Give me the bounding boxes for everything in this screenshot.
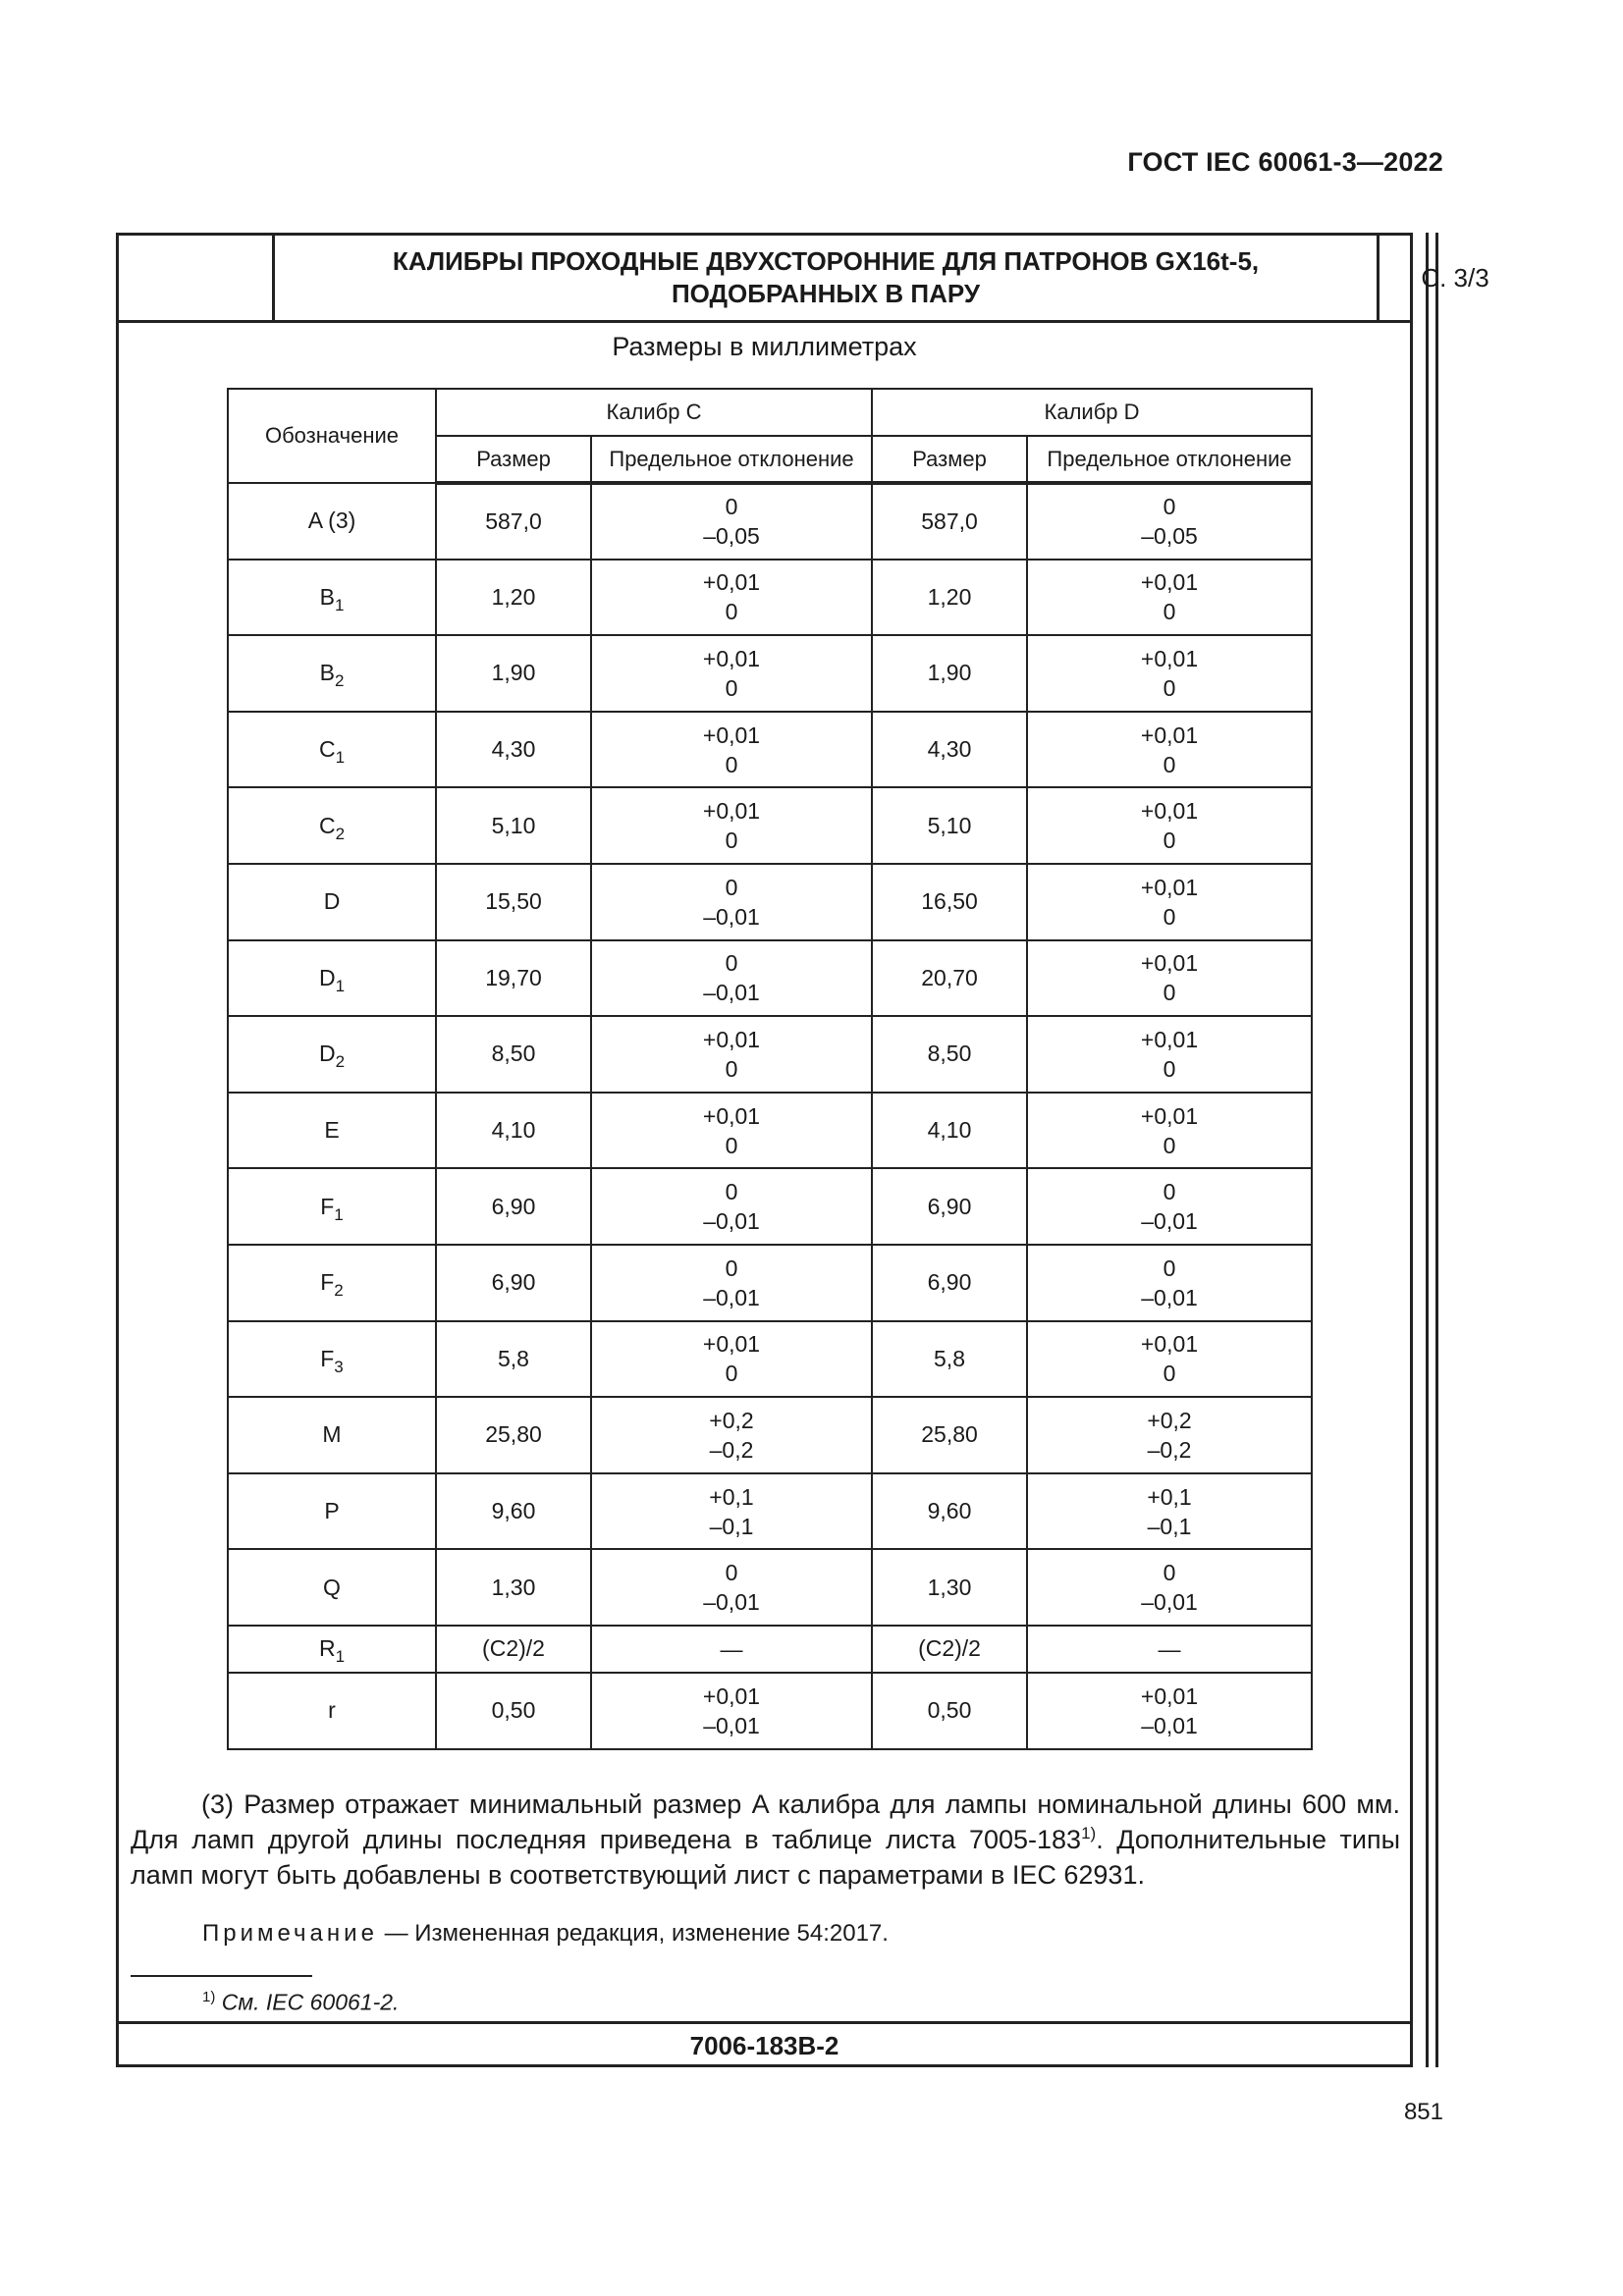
gauge-c-size-cell: 1,30: [436, 1549, 591, 1626]
lower-deviation: 0: [1163, 828, 1176, 854]
designation-cell: [228, 1168, 436, 1245]
gauge-d-deviation-cell: [1027, 1016, 1312, 1093]
upper-deviation: +0,2: [1147, 1407, 1192, 1433]
gauge-c-size-cell: 15,50: [436, 864, 591, 940]
designation-header: Обозначение: [228, 389, 436, 483]
upper-deviation: 0: [1163, 494, 1176, 520]
gauge-d-deviation-cell: [1027, 1473, 1312, 1550]
gauge-c-deviation-cell: [591, 1093, 872, 1169]
footnote-ref-mark: 1): [1081, 1824, 1097, 1842]
designation-symbol: r: [328, 1697, 336, 1724]
lower-deviation: –0,01: [703, 1208, 760, 1235]
lower-deviation: 0: [725, 1055, 738, 1082]
lower-deviation: –0,01: [703, 980, 760, 1006]
gauge-c-deviation-cell: [591, 483, 872, 560]
gauge-d-deviation-cell: [1027, 1626, 1312, 1673]
lower-deviation: 0: [1163, 1361, 1176, 1387]
lower-deviation: –0,01: [703, 1712, 760, 1738]
designation-subscript: 1: [334, 1204, 344, 1224]
table-row: [228, 940, 1312, 1017]
gauge-c-deviation-cell: [591, 864, 872, 940]
designation-cell: [228, 712, 436, 788]
title-row: [119, 236, 1489, 323]
gauge-d-size-cell: 5,8: [872, 1321, 1027, 1398]
lower-deviation: –0,01: [703, 1284, 760, 1310]
d-deviation-header: Предельное отклонение: [1027, 436, 1312, 483]
upper-deviation: +0,01: [1140, 874, 1199, 900]
designation-symbol: D: [323, 888, 341, 915]
designation-symbol: C: [318, 812, 336, 838]
lower-deviation: 0: [1163, 1132, 1176, 1158]
gauge-d-deviation-cell: [1027, 483, 1312, 560]
footnote-paragraph: [131, 1787, 1400, 1893]
gauge-d-deviation-cell: [1027, 1093, 1312, 1169]
gauge-d-deviation-cell: [1027, 635, 1312, 712]
upper-deviation: 0: [1163, 1255, 1176, 1281]
upper-deviation: +0,01: [1140, 645, 1199, 671]
gauge-c-size-cell: 25,80: [436, 1397, 591, 1473]
designation-subscript: 1: [335, 1647, 346, 1667]
gauge-d-size-cell: 1,90: [872, 635, 1027, 712]
note-line: [202, 1920, 889, 1948]
designation-subscript: 1: [335, 976, 346, 995]
designation-symbol: D: [318, 964, 336, 990]
lower-deviation: –0,05: [703, 523, 760, 550]
gauge-c-deviation-cell: [591, 1321, 872, 1398]
gauge-d-deviation-cell: [1027, 1321, 1312, 1398]
note-text: — Измененная редакция, изменение 54:2017.: [377, 1920, 889, 1947]
table-row: [228, 1397, 1312, 1473]
upper-deviation: +0,01: [702, 645, 761, 671]
designation-cell: [228, 864, 436, 940]
gauge-d-deviation-cell: [1027, 1245, 1312, 1321]
designation-cell: [228, 1473, 436, 1550]
c-deviation-header: Предельное отклонение: [591, 436, 872, 483]
upper-deviation: +0,01: [1140, 1682, 1199, 1709]
lower-deviation: –0,1: [1147, 1513, 1192, 1539]
designation-symbol: A (3): [307, 507, 356, 534]
lower-deviation: 0: [725, 1132, 738, 1158]
table-row: [228, 560, 1312, 636]
gauge-d-size-cell: 6,90: [872, 1245, 1027, 1321]
gauge-c-deviation-cell: [591, 712, 872, 788]
gauge-d-size-cell: 4,10: [872, 1093, 1027, 1169]
gauge-dimensions-table: [227, 388, 1313, 1750]
upper-deviation: 0: [725, 494, 738, 520]
designation-symbol: F: [320, 1269, 335, 1296]
designation-subscript: 1: [334, 595, 345, 614]
designation-cell: [228, 940, 436, 1017]
lower-deviation: –0,01: [1141, 1284, 1198, 1310]
frame-double-rule: [1426, 233, 1429, 2067]
gauge-c-deviation-cell: [591, 1245, 872, 1321]
designation-subscript: 1: [335, 748, 346, 768]
designation-cell: [228, 635, 436, 712]
designation-symbol: M: [322, 1421, 342, 1448]
gauge-d-deviation-cell: [1027, 1549, 1312, 1626]
designation-subscript: 3: [334, 1357, 344, 1376]
table-row: [228, 712, 1312, 788]
table-row: [228, 1168, 1312, 1245]
gauge-c-size-cell: 4,10: [436, 1093, 591, 1169]
lower-deviation: 0: [725, 599, 738, 625]
upper-deviation: +0,01: [702, 1102, 761, 1129]
lower-deviation: –0,2: [709, 1436, 754, 1463]
designation-subscript: 2: [334, 671, 345, 691]
gauge-c-deviation-cell: [591, 940, 872, 1017]
gauge-d-size-cell: 6,90: [872, 1168, 1027, 1245]
gauge-d-deviation-cell: [1027, 864, 1312, 940]
upper-deviation: +0,1: [709, 1483, 754, 1510]
gauge-c-deviation-cell: [591, 1397, 872, 1473]
gauge-d-deviation-cell: [1027, 712, 1312, 788]
page-number: 851: [1403, 2099, 1443, 2125]
lower-deviation: 0: [1163, 903, 1176, 930]
upper-deviation: +0,01: [702, 721, 761, 748]
gauge-c-deviation-cell: [591, 1626, 872, 1673]
sheet-title-line1: КАЛИБРЫ ПРОХОДНЫЕ ДВУХСТОРОННИЕ ДЛЯ ПАТРОНОВ GX16t-5,: [392, 246, 1260, 276]
designation-subscript: 2: [334, 1281, 344, 1301]
sheet-frame: [116, 233, 1489, 2067]
lower-deviation: 0: [725, 1361, 738, 1387]
upper-deviation: 0: [725, 950, 738, 977]
designation-cell: [228, 1016, 436, 1093]
upper-deviation: 0: [1163, 1179, 1176, 1205]
footnote-text: См. IEC 60061-2.: [221, 1989, 400, 2015]
gauge-c-size-cell: (C2)/2: [436, 1626, 591, 1673]
upper-deviation: 0: [725, 1255, 738, 1281]
c-size-header: Размер: [436, 436, 591, 483]
gauge-d-deviation-cell: [1027, 787, 1312, 864]
table-row: [228, 1626, 1312, 1673]
gauge-d-size-cell: 20,70: [872, 940, 1027, 1017]
gauge-d-size-cell: 0,50: [872, 1673, 1027, 1749]
designation-cell: [228, 483, 436, 560]
gauge-d-size-cell: 1,20: [872, 560, 1027, 636]
designation-cell: [228, 787, 436, 864]
footnote-rule: [131, 1975, 312, 1977]
gauge-c-deviation-cell: [591, 1473, 872, 1550]
designation-symbol: P: [324, 1498, 340, 1524]
lower-deviation: –0,01: [703, 1589, 760, 1616]
gauge-c-size-cell: 587,0: [436, 483, 591, 560]
gauge-c-deviation-cell: [591, 1549, 872, 1626]
table-row: [228, 1673, 1312, 1749]
upper-deviation: +0,01: [702, 798, 761, 825]
table-row: [228, 635, 1312, 712]
gauge-c-size-cell: 4,30: [436, 712, 591, 788]
upper-deviation: +0,01: [702, 569, 761, 596]
gauge-d-size-cell: 8,50: [872, 1016, 1027, 1093]
upper-deviation: +0,2: [709, 1407, 754, 1433]
lower-deviation: –0,05: [1141, 523, 1198, 550]
gauge-c-size-cell: 5,8: [436, 1321, 591, 1398]
upper-deviation: +0,01: [1140, 1102, 1199, 1129]
gauge-c-size-cell: 8,50: [436, 1016, 591, 1093]
table-header-row: [228, 389, 1312, 436]
gauge-c-deviation-cell: [591, 787, 872, 864]
lower-deviation: 0: [1163, 1055, 1176, 1082]
designation-symbol: D: [318, 1041, 336, 1067]
designation-cell: [228, 560, 436, 636]
table-row: [228, 864, 1312, 940]
designation-symbol: Q: [323, 1574, 341, 1600]
gauge-d-size-cell: 5,10: [872, 787, 1027, 864]
gauge-c-deviation-cell: [591, 560, 872, 636]
footnote-text-b: . Дополнительные типы ламп могут быть добавлены в соответствующий лист с параметрами в IEC 62931.: [131, 1825, 1400, 1890]
lower-deviation: –0,01: [1141, 1712, 1198, 1738]
gauge-d-header: Калибр D: [872, 389, 1312, 436]
upper-deviation: +0,01: [702, 1331, 761, 1358]
upper-deviation: +0,01: [1140, 950, 1199, 977]
lower-deviation: 0: [725, 828, 738, 854]
gauge-d-deviation-cell: [1027, 560, 1312, 636]
gauge-c-size-cell: 6,90: [436, 1245, 591, 1321]
sheet-code: 7006-183B-2: [119, 2021, 1410, 2067]
upper-deviation: 0: [1163, 1560, 1176, 1586]
upper-deviation: —: [720, 1635, 743, 1662]
gauge-c-size-cell: 1,20: [436, 560, 591, 636]
sheet-title-line2: ПОДОБРАННЫХ В ПАРУ: [671, 279, 981, 308]
designation-cell: [228, 1626, 436, 1673]
gauge-c-size-cell: 19,70: [436, 940, 591, 1017]
designation-cell: [228, 1321, 436, 1398]
gauge-c-deviation-cell: [591, 1168, 872, 1245]
footnote-text-a: (3) Размер отражает минимальный размер A калибра для лампы номинальной длины 600 мм. Для ламп другой длины последняя приведена в таблице листа 7005-183: [131, 1789, 1400, 1854]
gauge-d-size-cell: 4,30: [872, 712, 1027, 788]
lower-deviation: 0: [725, 751, 738, 777]
table-row: [228, 1245, 1312, 1321]
footnote-mark: 1): [202, 1989, 216, 2005]
table-row: [228, 1549, 1312, 1626]
sheet-page-indicator: С. 3/3: [1421, 262, 1489, 293]
note-label: Примечание: [202, 1920, 378, 1947]
designation-symbol: E: [324, 1117, 340, 1144]
table-row: [228, 1016, 1312, 1093]
upper-deviation: 0: [725, 874, 738, 900]
upper-deviation: +0,01: [702, 1026, 761, 1052]
designation-cell: [228, 1549, 436, 1626]
lower-deviation: –0,01: [703, 903, 760, 930]
sheet-title: [275, 236, 1380, 320]
table-row: [228, 483, 1312, 560]
lower-deviation: 0: [1163, 980, 1176, 1006]
designation-symbol: B: [319, 660, 335, 686]
gauge-d-size-cell: 1,30: [872, 1549, 1027, 1626]
table-row: [228, 1321, 1312, 1398]
upper-deviation: —: [1158, 1635, 1181, 1662]
table-row: [228, 1473, 1312, 1550]
table-row: [228, 1093, 1312, 1169]
title-blank-cell: [119, 236, 275, 320]
designation-subscript: 2: [335, 1052, 346, 1072]
gauge-d-deviation-cell: [1027, 1168, 1312, 1245]
designation-symbol: F: [320, 1193, 335, 1219]
gauge-c-header: Калибр C: [436, 389, 872, 436]
upper-deviation: +0,01: [702, 1682, 761, 1709]
lower-deviation: –0,01: [1141, 1589, 1198, 1616]
designation-cell: [228, 1397, 436, 1473]
footnote: [202, 1989, 399, 2016]
upper-deviation: 0: [725, 1560, 738, 1586]
upper-deviation: +0,01: [1140, 569, 1199, 596]
upper-deviation: 0: [725, 1179, 738, 1205]
designation-cell: [228, 1093, 436, 1169]
units-caption: Размеры в миллиметрах: [612, 332, 917, 361]
gauge-d-size-cell: 587,0: [872, 483, 1027, 560]
lower-deviation: –0,01: [1141, 1208, 1198, 1235]
gauge-d-deviation-cell: [1027, 940, 1312, 1017]
upper-deviation: +0,01: [1140, 1026, 1199, 1052]
d-size-header: Размер: [872, 436, 1027, 483]
upper-deviation: +0,01: [1140, 721, 1199, 748]
designation-cell: [228, 1673, 436, 1749]
gauge-c-size-cell: 1,90: [436, 635, 591, 712]
table-row: [228, 787, 1312, 864]
upper-deviation: +0,01: [1140, 1331, 1199, 1358]
gauge-d-size-cell: (C2)/2: [872, 1626, 1027, 1673]
designation-symbol: B: [319, 583, 335, 610]
gauge-c-deviation-cell: [591, 1673, 872, 1749]
lower-deviation: 0: [1163, 674, 1176, 701]
designation-symbol: C: [318, 736, 336, 763]
gauge-d-deviation-cell: [1027, 1673, 1312, 1749]
lower-deviation: –0,2: [1147, 1436, 1192, 1463]
designation-symbol: R: [318, 1635, 336, 1662]
upper-deviation: +0,1: [1147, 1483, 1192, 1510]
gauge-d-deviation-cell: [1027, 1397, 1312, 1473]
gauge-d-size-cell: 16,50: [872, 864, 1027, 940]
designation-subscript: 2: [335, 824, 346, 843]
lower-deviation: 0: [1163, 599, 1176, 625]
lower-deviation: 0: [1163, 751, 1176, 777]
gauge-c-deviation-cell: [591, 1016, 872, 1093]
upper-deviation: +0,01: [1140, 798, 1199, 825]
gauge-c-size-cell: 5,10: [436, 787, 591, 864]
lower-deviation: –0,1: [709, 1513, 754, 1539]
lower-deviation: 0: [725, 674, 738, 701]
designation-cell: [228, 1245, 436, 1321]
standard-header: ГОСТ IEC 60061-3—2022: [1127, 147, 1443, 177]
gauge-c-size-cell: 6,90: [436, 1168, 591, 1245]
gauge-c-size-cell: 9,60: [436, 1473, 591, 1550]
gauge-c-deviation-cell: [591, 635, 872, 712]
gauge-d-size-cell: 25,80: [872, 1397, 1027, 1473]
designation-symbol: F: [320, 1345, 335, 1371]
gauge-d-size-cell: 9,60: [872, 1473, 1027, 1550]
gauge-c-size-cell: 0,50: [436, 1673, 591, 1749]
frame-double-rule: [1435, 233, 1438, 2067]
